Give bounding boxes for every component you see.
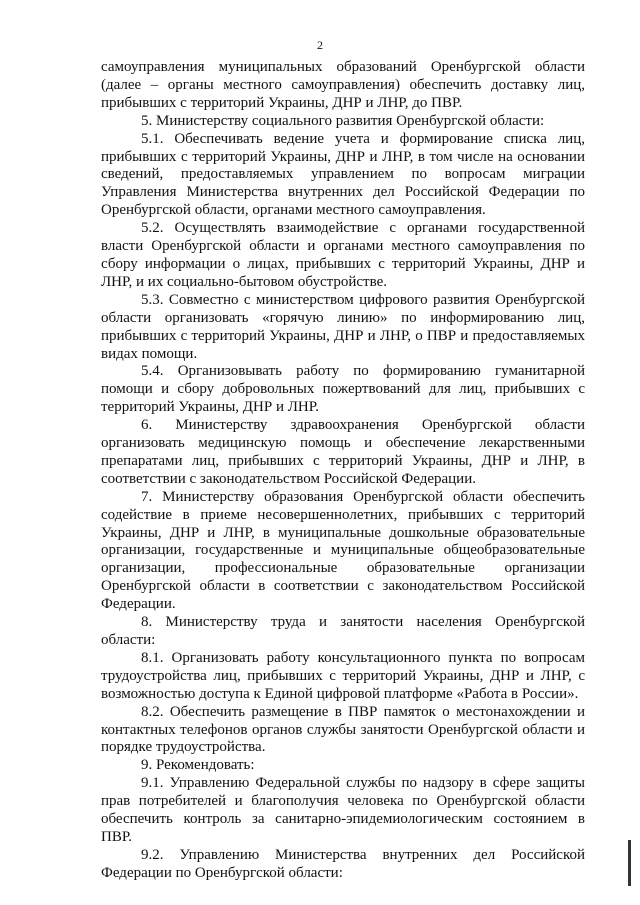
paragraph-item-9-2: 9.2. Управлению Министерства внутренних дел Российской Федерации по Оренбургской области:: [101, 846, 585, 881]
paragraph-item-9: 9. Рекомендовать:: [141, 757, 255, 774]
paragraph-item-8-2: 8.2. Обеспечить размещение в ПВР памяток о местонахождении и контактных телефонов органов службы занятости Оренбургской области и порядке трудоустройства.: [101, 703, 585, 756]
paragraph-continuation: самоуправления муниципальных образований Оренбургской области (далее – органы местного самоуправления) обеспечить доставку лиц, прибывших с территорий Украины, ДНР и ЛНР, до ПВР.: [101, 59, 585, 111]
paragraph-item-7: 7. Министерству образования Оренбургской области обеспечить содействие в приеме несовершеннолетних, прибывших с территорий Украины, ДНР и ЛНР, в муниципальные дошкольные образовательные организации, государственные и муниципальные общеобразовательные организации, профессиональные образовательные организации Оренбургской области в соответствии с законодательством Российской Федерации.: [101, 488, 585, 613]
paragraph-item-5: 5. Министерству социального развития Оренбургской области:: [141, 112, 545, 129]
paragraph-item-5-3: 5.3. Совместно с министерством цифрового развития Оренбургской области организовать «горячую линию» по информированию лиц, прибывших с территорий Украины, ДНР и ЛНР, о ПВР и предоставляемых видах помощи.: [101, 291, 585, 362]
paragraph-item-8-1: 8.1. Организовать работу консультационного пункта по вопросам трудоустройства лиц, прибывших с территорий Украины, ДНР и ЛНР, с возможностью доступа к Единой цифровой платформе «Работа в России».: [101, 649, 585, 702]
paragraph-item-5-2: 5.2. Осуществлять взаимодействие с органами государственной власти Оренбургской области и органами местного самоуправления по сбору информации о лицах, прибывших с территорий Украины, ДНР и ЛНР, и их социально-бытовом обустройстве.: [101, 220, 585, 290]
paragraph-item-5-1: 5.1. Обеспечивать ведение учета и формирование списка лиц, прибывших с территорий Украины, ДНР и ЛНР, в том числе на основании сведений, предоставляемых управлением по вопросам миграции Управления Министерства внутренних дел Российской Федерации по Оренбургской области, органами местного самоуправления.: [101, 130, 585, 219]
document-body: [101, 59, 585, 883]
paragraph-item-5-4: 5.4. Организовывать работу по формированию гуманитарной помощи и сбору добровольных пожертвований для лиц, прибывших с территорий Украины, ДНР и ЛНР.: [101, 363, 585, 416]
page-number: 2: [317, 38, 323, 52]
paragraph-item-8: 8. Министерству труда и занятости населения Оренбургской области:: [101, 614, 585, 648]
paragraph-item-9-1: 9.1. Управлению Федеральной службы по надзору в сфере защиты прав потребителей и благополучия человека по Оренбургской области обеспечить контроль за санитарно-эпидемиологическим состоянием в ПВР.: [101, 775, 585, 845]
scan-edge-mark: [628, 840, 631, 886]
paragraph-item-6: 6. Министерству здравоохранения Оренбургской области организовать медицинскую помощь и обеспечение лекарственными препаратами лиц, прибывших с территорий Украины, ДНР и ЛНР, в соответствии с законодательством Российской Федерации.: [101, 417, 585, 487]
